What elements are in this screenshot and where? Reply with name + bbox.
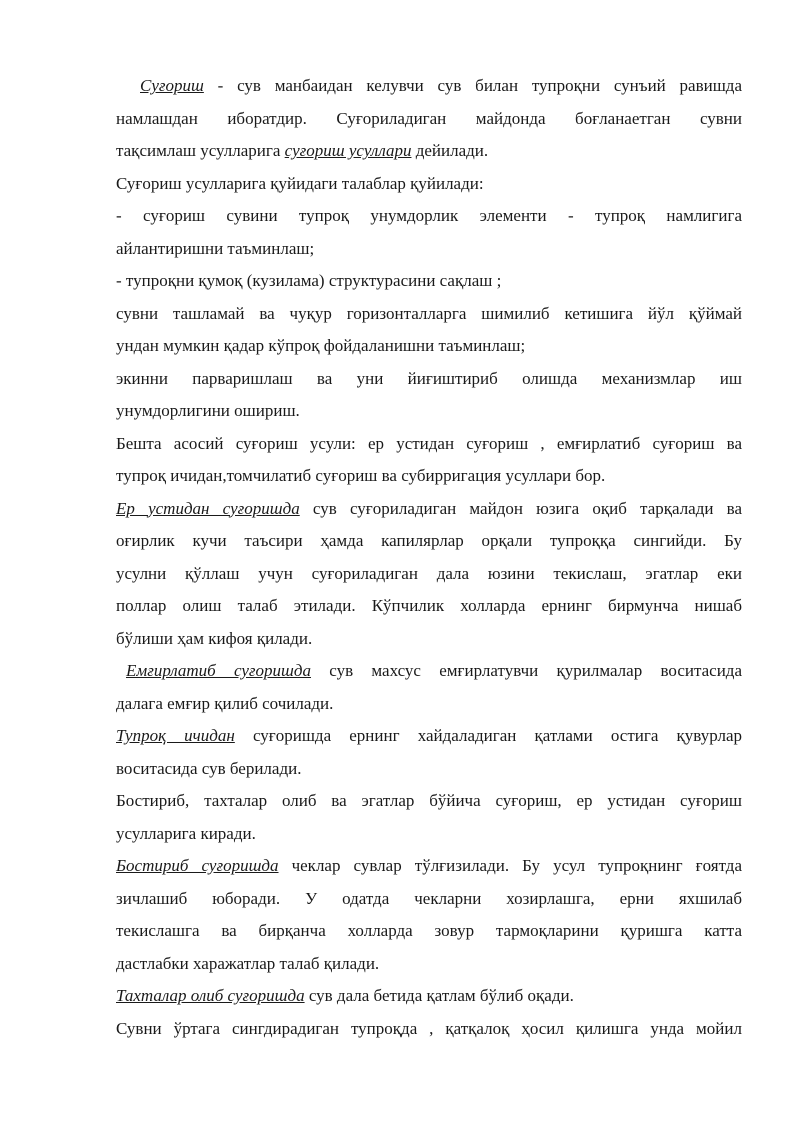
term-subsurface-irrigation: Тупроқ ичидан xyxy=(116,726,235,745)
text-line: намлашдан иборатдир. Суғориладиган майдонда боғланаетган сувни xyxy=(116,108,742,128)
text-line: Суғориш - сув манбаидан келувчи сув билан тупроқни сунъий равишда xyxy=(140,76,742,95)
text-line: экинни парваришлаш ва уни йиғиштириб олишда механизмлар иш xyxy=(116,368,742,388)
list-item: - тупроқни қумоқ (кузилама) структурасини сақлаш ; xyxy=(116,271,502,290)
text-line: унумдорлигини ошириш. xyxy=(116,401,300,420)
text-line: текислашга ва бирқанча холларда зовур тармоқларини қуришга катта xyxy=(116,921,742,940)
text-line: сувни ташламай ва чуқур горизонталларга шимилиб кетишига йўл қўймай xyxy=(116,303,742,323)
text-line: бўлиши ҳам кифоя қилади. xyxy=(116,628,313,648)
text-line: Тахталар олиб суғоришда сув дала бетида қатлам бўлиб оқади. xyxy=(116,986,574,1005)
text-line: айлантиришни таъминлаш; xyxy=(116,238,315,258)
text-line: тупроқ ичидан,томчилатиб суғориш ва субирригация усуллари бор. xyxy=(116,466,606,485)
text-line: ундан мумкин қадар кўпроқ фойдаланишни таъминлаш; xyxy=(116,336,526,355)
text-line: оғирлик кучи таъсири ҳамда капилярлар орқали тупроққа сингийди. Бу xyxy=(116,531,742,550)
text-line: поллар олиш талаб этилади. Кўпчилик холларда ернинг бирмунча нишаб xyxy=(116,596,742,615)
text-line: Ер устидан суғоришда сув суғориладиган майдон юзига оқиб тарқалади ва xyxy=(116,498,743,518)
term-flood-irrigation: Бостириб суғоришда xyxy=(116,856,279,875)
text-line: усулларига киради. xyxy=(116,823,256,843)
text-line: дастлабки харажатлар талаб қилади. xyxy=(116,953,380,973)
text-line: далага емғир қилиб сочилади. xyxy=(116,693,334,713)
term-irrigation: Суғориш xyxy=(140,76,204,95)
list-item: - суғориш сувини тупроқ унумдорлик элементи - тупроқ намлигига xyxy=(116,206,742,225)
text-line: воситасида сув берилади. xyxy=(116,758,302,778)
text-line: Бостириб суғоришда чеклар сувлар тўлғизилади. Бу усул тупроқнинг ғоятда xyxy=(116,856,742,875)
text-line: Тупроқ ичидан суғоришда ернинг хайдаладиган қатлами остига қувурлар xyxy=(116,726,742,745)
text-line: Суғориш усулларига қуйидаги талаблар қуйилади: xyxy=(116,173,484,193)
text-line: Емғирлатиб суғоришда сув махсус емғирлатувчи қурилмалар воситасида xyxy=(126,661,742,680)
term-surface-irrigation: Ер устидан суғоришда xyxy=(116,498,300,518)
text-line: тақсимлаш усулларига суғориш усуллари дейилади. xyxy=(116,141,489,160)
text-line: зичлашиб юборади. У одатда чекларни хозирлашга, ерни яхшилаб xyxy=(116,888,742,908)
term-border-irrigation: Тахталар олиб суғоришда xyxy=(116,986,305,1005)
text-line: усулни қўллаш учун суғориладиган дала юзини текислаш, эгатлар еки xyxy=(116,563,742,583)
text-line: Сувни ўртага сингдирадиган тупроқда , қатқалоқ ҳосил қилишга унда мойил xyxy=(116,1018,742,1038)
term-sprinkler-irrigation: Емғирлатиб суғоришда xyxy=(126,661,311,680)
text-line: Бостириб, тахталар олиб ва эгатлар бўйича суғориш, ер устидан суғориш xyxy=(116,791,742,810)
term-irrigation-methods: суғориш усуллари xyxy=(284,141,412,160)
text-line: Бешта асосий суғориш усули: ер устидан суғориш , емғирлатиб суғориш ва xyxy=(116,433,742,453)
